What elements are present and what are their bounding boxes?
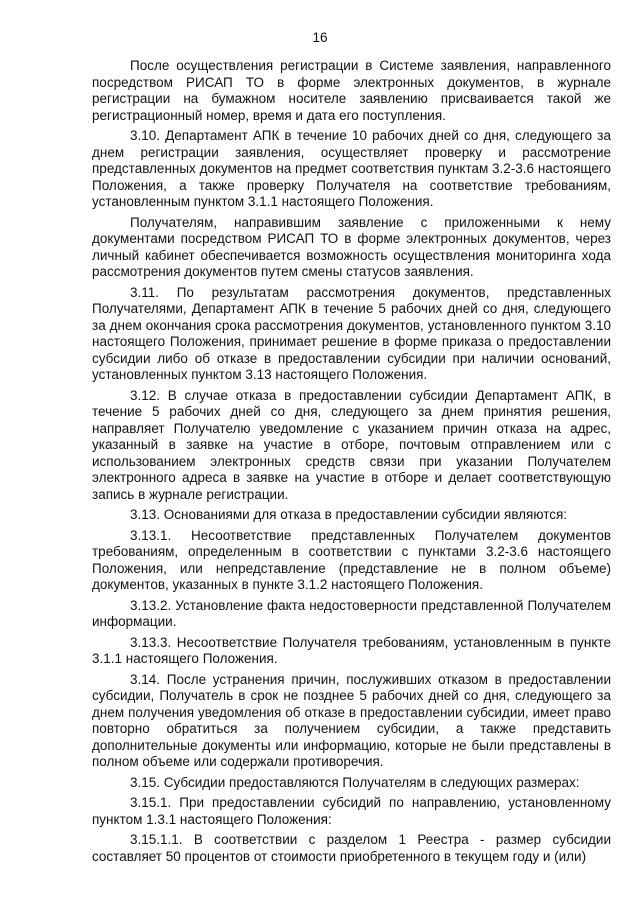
paragraph-3-13-2: 3.13.2. Установление факта недостоверности представленной Получателем информации. (92, 597, 611, 629)
page-number: 16 (312, 30, 328, 45)
paragraph-3-13-1: 3.13.1. Несоответствие представленных Получателем документов требованиям, определенным в соответствии с пунктами 3.2-3.6 настоящего Положения, или непредставление (представление не в полном объеме) документов, указанных в пункте 3.1.2 настоящего Положения. (92, 527, 611, 592)
paragraph-3-15-1: 3.15.1. При предоставлении субсидий по направлению, установленному пунктом 1.3.1 настоящего Положения: (92, 795, 611, 827)
paragraph-monitoring: Получателям, направившим заявление с приложенными к нему документами посредством РИСАП ТО в форме электронных документов, через личный кабинет обеспечивается возможность осуществления мониторинга хода рассмотрения документов путем смены статусов заявления. (92, 214, 611, 279)
paragraph-3-13-3: 3.13.3. Несоответствие Получателя требованиям, установленным в пункте 3.1.1 настоящего Положения. (92, 634, 611, 666)
paragraph-3-15: 3.15. Субсидии предоставляются Получателям в следующих размерах: (130, 774, 580, 790)
paragraph-3-10: 3.10. Департамент АПК в течение 10 рабочих дней со дня, следующего за днем регистрации заявления, осуществляет проверку и рассмотрение представленных документов на предмет соответствия пунктам 3.2-3.6 настоящего Положения, а также проверку Получателя на соответствие требованиям, установленным пунктом 3.1.1 настоящего Положения. (92, 128, 611, 209)
paragraph-registration: После осуществления регистрации в Системе заявления, направленного посредством РИСАП ТО в форме электронных документов, в журнале регистрации на бумажном носителе заявлению присваивается такой же регистрационный номер, время и дата его поступления. (92, 58, 611, 123)
paragraph-3-12: 3.12. В случае отказа в предоставлении субсидии Департамент АПК, в течение 5 рабочих дней со дня, следующего за днем принятия решения, направляет Получателю уведомление с указанием причин отказа на адрес, указанный в заявке на участие в отборе, почтовым отправлением или с использованием электронных средств связи при указании Получателем электронного адреса в заявке на участие в отборе и делает соответствующую запись в журнале регистрации. (92, 387, 611, 502)
paragraph-3-11: 3.11. По результатам рассмотрения документов, представленных Получателями, Департамент АПК в течение 5 рабочих дней со дня, следующего за днем окончания срока рассмотрения документов, установленного пунктом 3.10 настоящего Положения, принимает решение в форме приказа о предоставлении субсидии либо об отказе в предоставлении субсидии при наличии оснований, установленных пунктом 3.13 настоящего Положения. (92, 284, 611, 382)
paragraph-3-14: 3.14. После устранения причин, послуживших отказом в предоставлении субсидии, Получатель в срок не позднее 5 рабочих дней со дня, следующего за днем получения уведомления об отказе в предоставлении субсидии, имеет право повторно обратиться за получением субсидии, а также представить дополнительные документы или информацию, которые не были представлены в полном объеме или содержали противоречия. (92, 671, 611, 769)
document-body (92, 58, 611, 869)
paragraph-3-13: 3.13. Основаниями для отказа в предоставлении субсидии являются: (130, 507, 568, 522)
paragraph-3-15-1-1: 3.15.1.1. В соответствии с разделом 1 Реестра - размер субсидии составляет 50 процентов от стоимости приобретенного в текущем году и (или) (92, 832, 611, 864)
